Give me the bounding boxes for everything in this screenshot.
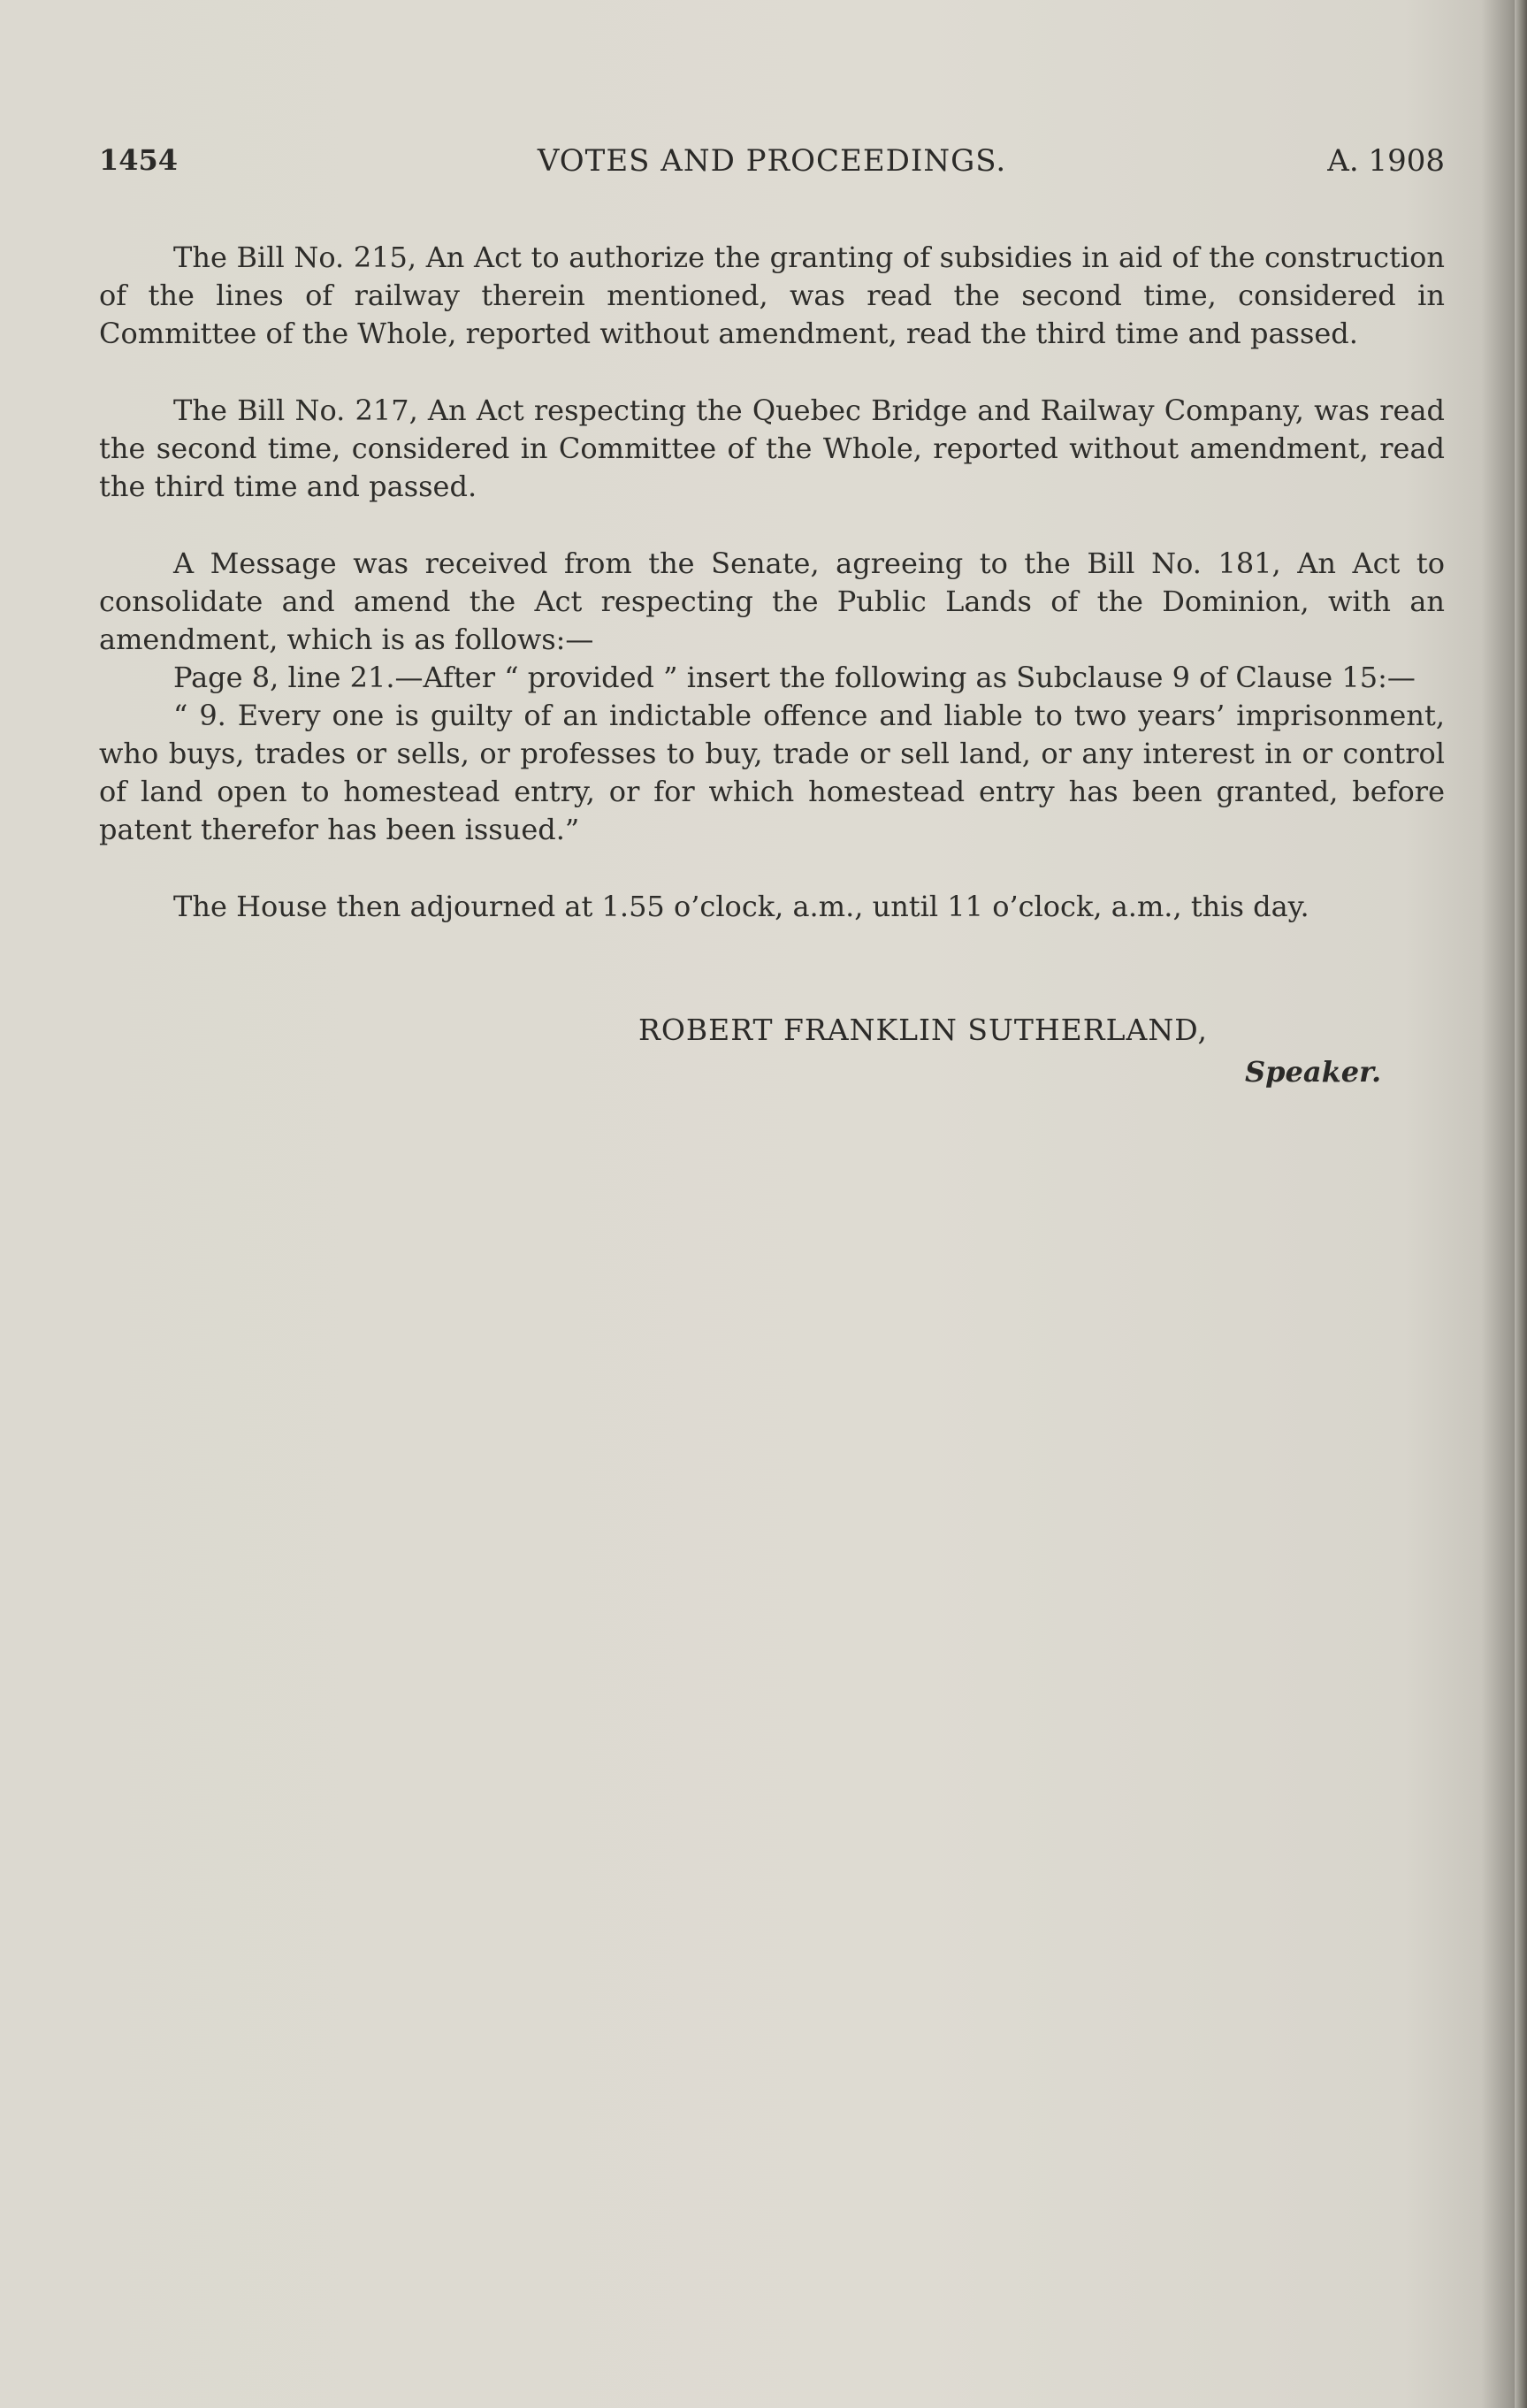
paragraph-subclause-9: “ 9. Every one is guilty of an indictable offence and liable to two years’ imprisonment, who buys, trades or sells, or professes to buy, trade or sell land, or any interest in or control of land open to homestead entry, or for which homestead entry has been granted, before patent therefor has been issued.” — [99, 699, 1445, 846]
paragraph-senate-message: A Message was received from the Senate, agreeing to the Bill No. 181, An Act to consolidate and amend the Act respecting the Public Lands of the Dominion, with an amendment, which is as follows:— — [99, 547, 1445, 656]
speaker-name: ROBERT FRANKLIN SUTHERLAND, — [638, 1013, 1208, 1047]
proceedings-body — [99, 239, 1445, 926]
session-year: A. 1908 — [1327, 143, 1445, 179]
paragraph-bill-217: The Bill No. 217, An Act respecting the Quebec Bridge and Railway Company, was read the second time, considered in Committee of the Whole, reported without amendment, read the third time and passed. — [99, 394, 1445, 503]
page-header — [99, 143, 1445, 187]
paragraph-bill-215: The Bill No. 215, An Act to authorize the granting of subsidies in aid of the construction of the lines of railway therein mentioned, was read the second time, considered in Committee of the Whole, reported without amendment, read the third time and passed. — [99, 241, 1445, 350]
speaker-title: Speaker. — [1245, 1055, 1382, 1089]
page-number: 1454 — [99, 143, 179, 177]
page-edge — [1515, 0, 1527, 2408]
paragraph-adjournment: The House then adjourned at 1.55 o’clock, a.m., until 11 o’clock, a.m., this day. — [173, 890, 1309, 923]
paragraph-amendment-location: Page 8, line 21.—After “ provided ” insert the following as Subclause 9 of Clause 15:— — [173, 661, 1416, 694]
running-title: VOTES AND PROCEEDINGS. — [537, 143, 1007, 179]
